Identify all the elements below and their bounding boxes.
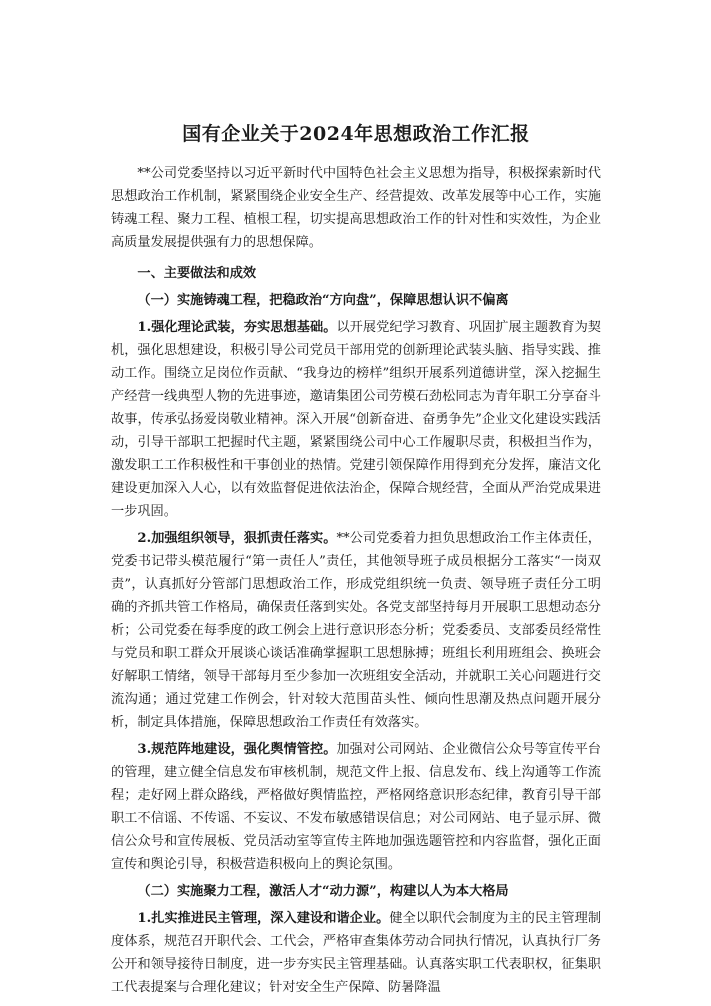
- item-lead: 1.强化理论武装，夯实思想基础。: [137, 320, 337, 335]
- item-text: 加强对公司网站、企业微信公众号等宣传平台的管理，建立健全信息发布审核机制，规范文件上报、信息发布、线上沟通等工作流程；走好网上群众路线，严格做好舆情监控，严格网络意识形态纪律，教育引导干部职工不信谣、不传谣、不妄议、不发布敏感错误信息；对公司网站、电子显示屏、微信公众号和宣传展板、党员活动室等宣传主阵地加强选题管控和内容监督，强化正面宣传和舆论引导，积极营造积极向上的舆论氛围。: [111, 742, 601, 872]
- item-text: **公司党委着力担负思想政治工作主体责任，党委书记带头模范履行“第一责任人”责任，其他领导班子成员根据分工落实“一岗双责”，认真抓好分管部门思想政治工作，形成党组织统一负责、领导班子责任分工明确的齐抓共管工作格局，确保责任落到实处。各党支部坚持每月开展职工思想动态分析；公司党委在每季度的政工例会上进行意识形态分析；党委委员、支部委员经常性与党员和职工群众开展谈心谈话准确掌握职工思想脉搏；班组长利用班组会、换班会好解职工情绪，领导干部每月至少参加一次班组安全活动，并就职工关心问题进行交流沟通；通过党建工作例会，针对较大范围苗头性、倾向性思潮及热点问题开展分析，制定具体措施，保障思想政治工作责任有效落实。: [111, 531, 601, 730]
- item-lead: 3.规范阵地建设，强化舆情管控。: [137, 742, 337, 757]
- subsection-heading: （一）实施铸魂工程，把稳政治“方向盘”，保障思想认识不偏离: [137, 293, 509, 308]
- subsection-heading: （二）实施聚力工程，激活人才“动力源”，构建以人为本大格局: [137, 884, 509, 899]
- item-text: 健全以职代会制度为主的民主管理制度体系，规范召开职代会、工代会，严格审查集体劳动合同执行情况，认真执行厂务公开和领导接待日制度，进一步夯实民主管理基础。认真落实职工代表职权，征集职工代表提案与合理化建议；针对安全生产保障、防暑降温: [111, 911, 602, 995]
- paragraph-item-1: [111, 316, 601, 523]
- paragraph-item-3: [111, 738, 601, 876]
- item-lead: 1.扎实推进民主管理，深入建设和谐企业。: [137, 911, 390, 926]
- paragraph-item-2: [111, 527, 601, 734]
- document-title: 国有企业关于2024年思想政治工作汇报: [182, 123, 530, 145]
- section-heading: 一、主要做法和成效: [137, 266, 257, 281]
- paragraph-item-4: [111, 907, 601, 999]
- item-text: 以开展党纪学习教育、巩固扩展主题教育为契机，强化思想建设，积极引导公司党员干部用党的创新理论武装头脑、指导实践、推动工作。围绕立足岗位作贡献、“我身边的榜样”组织开展系列道德讲堂，深入挖掘生产经营一线典型人物的先进事迹，邀请集团公司劳模石劲松同志为青年职工分享奋斗故事，传承弘扬爱岗敬业精神。深入开展“创新奋进、奋勇争先”企业文化建设实践活动，引导干部职工把握时代主题，紧紧围绕公司中心工作履职尽责，积极担当作为，激发职工工作积极性和干事创业的热情。党建引领保障作用得到充分发挥，廉洁文化建设更加深入人心，以有效监督促进依法治企，保障合规经营，全面从严治党成果进一步巩固。: [111, 320, 601, 519]
- item-lead: 2.加强组织领导，狠抓责任落实。: [137, 531, 337, 546]
- intro-paragraph: **公司党委坚持以习近平新时代中国特色社会主义思想为指导，积极探索新时代思想政治工作机制，紧紧围绕企业安全生产、经营提效、改革发展等中心工作，实施铸魂工程、聚力工程、植根工程，切实提高思想政治工作的针对性和实效性，为企业高质量发展提供强有力的思想保障。: [111, 166, 601, 250]
